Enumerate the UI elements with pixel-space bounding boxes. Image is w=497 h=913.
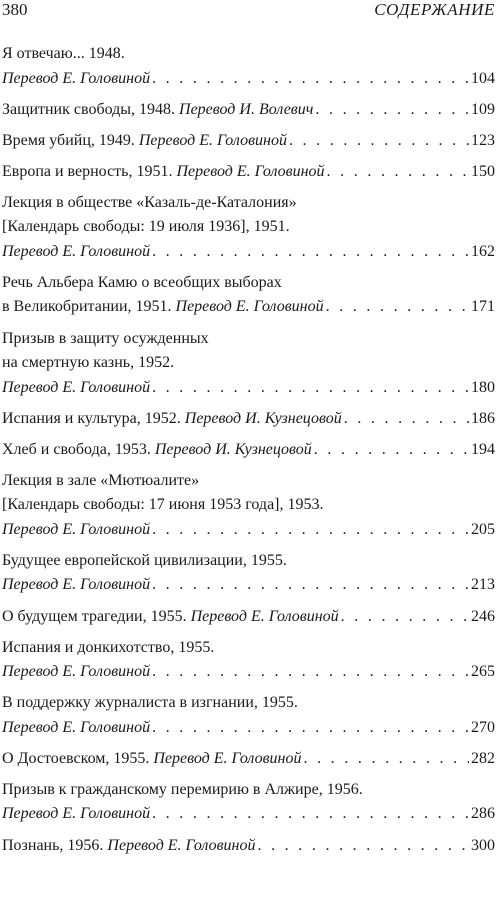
toc-entry-title-line: Испания и донкихотство, 1955. (2, 638, 215, 656)
translator-credit: Перевод Е. Головиной (2, 663, 151, 681)
toc-entry-text (2, 376, 150, 401)
toc-entry-title-tail: О Достоевском, 1955. (2, 749, 150, 767)
dot-leader (152, 240, 469, 265)
page-reference: 171 (471, 298, 495, 316)
page-reference: 186 (471, 409, 495, 427)
dot-leader (327, 160, 469, 185)
book-page (2, 0, 495, 854)
dot-leader (257, 834, 469, 859)
dot-leader (152, 660, 469, 685)
page-reference: 286 (471, 805, 495, 823)
toc-entry-title-line: Призыв в защиту осужденных (2, 329, 209, 347)
toc-entry-text (2, 802, 150, 827)
toc-entry-final-line (2, 660, 495, 685)
toc-entry-title-line: Призыв к гражданскому перемирию в Алжире, 1956. (2, 780, 363, 798)
page-reference: 300 (471, 836, 495, 854)
toc-entry-final-line (2, 376, 495, 401)
page-reference: 205 (471, 520, 495, 538)
toc-entry-final-line (2, 67, 495, 92)
toc-entry-final-line (2, 160, 495, 185)
toc-entry-text (2, 747, 301, 772)
page-reference: 213 (471, 576, 495, 594)
translator-credit: Перевод Е. Головиной (2, 805, 151, 823)
dot-leader (152, 573, 469, 598)
toc-entry (2, 469, 495, 543)
toc-entry-title-line: Я отвечаю... 1948. (2, 45, 125, 62)
toc-entry-final-line (2, 802, 495, 827)
toc-entry-text (2, 438, 312, 463)
page-reference: 123 (471, 131, 495, 149)
toc-entry-title-tail: Европа и верность, 1951. (2, 162, 173, 180)
translator-credit: Перевод Е. Головиной (2, 576, 151, 594)
dot-leader (303, 747, 469, 772)
dot-leader (152, 376, 469, 401)
toc-entry (2, 160, 495, 185)
toc-entry (2, 549, 495, 598)
translator-credit: Перевод Е. Головиной (107, 836, 256, 854)
toc-entry-text (2, 160, 325, 185)
translator-credit: Перевод И. Кузнецовой (184, 409, 342, 427)
dot-leader (289, 129, 469, 154)
translator-credit: Перевод Е. Головиной (138, 131, 287, 149)
toc-entry-final-line (2, 716, 495, 741)
translator-credit: Перевод Е. Головиной (2, 718, 151, 736)
dot-leader (152, 802, 469, 827)
dot-leader (152, 518, 469, 543)
toc-entry (2, 747, 495, 772)
toc-entry (2, 191, 495, 265)
translator-credit: Перевод Е. Головиной (190, 607, 339, 625)
toc-entry (2, 438, 495, 463)
toc-entry-title-line: [Календарь свободы: 17 июня 1953 года], 1953. (2, 496, 324, 514)
toc-entry-title-line: Речь Альбера Камю о всеобщих выборах (2, 273, 282, 291)
toc-entry-text (2, 98, 313, 123)
toc-entry-title-tail: Защитник свободы, 1948. (2, 100, 176, 118)
toc-entry-final-line (2, 747, 495, 772)
dot-leader (152, 716, 469, 741)
toc-entry-title-tail: Испания и культура, 1952. (2, 409, 181, 427)
page-reference: 194 (471, 440, 495, 458)
dot-leader (326, 295, 469, 320)
toc-entry (2, 691, 495, 740)
translator-credit: Перевод Е. Головиной (2, 69, 151, 87)
toc-entry (2, 42, 495, 91)
toc-entry-final-line (2, 605, 495, 630)
page-number: 380 (2, 0, 28, 19)
toc-entry-title-tail: О будущем трагедии, 1955. (2, 607, 187, 625)
dot-leader (315, 98, 469, 123)
toc-entry-text (2, 716, 150, 741)
toc-entry (2, 834, 495, 859)
translator-credit: Перевод И. Кузнецовой (154, 440, 312, 458)
toc-entry-title-tail: Познань, 1956. (2, 836, 104, 854)
toc-entry (2, 271, 495, 320)
toc-entry-final-line (2, 518, 495, 543)
toc-entry-final-line (2, 129, 495, 154)
page-reference: 270 (471, 718, 495, 736)
toc-entry-text (2, 518, 150, 543)
toc-entry-title-tail: в Великобритании, 1951. (2, 298, 172, 316)
translator-credit: Перевод Е. Головиной (2, 378, 151, 396)
toc-entry-final-line (2, 834, 495, 859)
translator-credit: Перевод Е. Головиной (176, 162, 325, 180)
page-reference: 162 (471, 242, 495, 260)
page-reference: 109 (471, 100, 495, 118)
dot-leader (314, 438, 469, 463)
translator-credit: Перевод Е. Головиной (175, 298, 324, 316)
toc-entry-text (2, 834, 255, 859)
toc-entry (2, 98, 495, 123)
toc-entry-final-line (2, 438, 495, 463)
toc-entry-title-line: на смертную казнь, 1952. (2, 354, 175, 372)
toc-entry-title-tail: Хлеб и свобода, 1953. (2, 440, 151, 458)
toc-entry-title-tail: Время убийц, 1949. (2, 131, 135, 149)
toc-entry-text (2, 573, 150, 598)
page-reference: 104 (471, 69, 495, 87)
toc-entry-text (2, 660, 150, 685)
toc-entry-title-line: Лекция в обществе «Казаль-де-Каталония» (2, 193, 297, 211)
toc-entry-final-line (2, 295, 495, 320)
translator-credit: Перевод Е. Головиной (2, 520, 151, 538)
page-reference: 180 (471, 378, 495, 396)
toc-entry-title-line: В поддержку журналиста в изгнании, 1955. (2, 694, 298, 712)
translator-credit: Перевод Е. Головиной (2, 242, 151, 260)
toc-entry (2, 636, 495, 685)
dot-leader (152, 67, 469, 92)
toc-entry-title-line: Будущее европейской цивилизации, 1955. (2, 551, 287, 569)
dot-leader (344, 407, 469, 432)
dot-leader (341, 605, 469, 630)
page-reference: 265 (471, 663, 495, 681)
section-title: СОДЕРЖАНИЕ (374, 0, 495, 19)
table-of-contents (2, 42, 495, 865)
toc-entry-text (2, 295, 324, 320)
toc-entry-final-line (2, 407, 495, 432)
toc-entry-text (2, 407, 342, 432)
toc-entry-final-line (2, 240, 495, 265)
toc-entry-title-line: Лекция в зале «Мютюалите» (2, 471, 200, 489)
toc-entry (2, 327, 495, 401)
running-head (2, 0, 495, 24)
toc-entry (2, 605, 495, 630)
translator-credit: Перевод Е. Головиной (153, 749, 302, 767)
toc-entry-text (2, 67, 150, 92)
toc-entry-text (2, 129, 287, 154)
toc-entry (2, 129, 495, 154)
toc-entry-final-line (2, 573, 495, 598)
page-reference: 150 (471, 162, 495, 180)
page-reference: 282 (471, 749, 495, 767)
translator-credit: Перевод И. Волевич (179, 100, 314, 118)
toc-entry-final-line (2, 98, 495, 123)
toc-entry (2, 778, 495, 827)
page-reference: 246 (471, 607, 495, 625)
toc-entry (2, 407, 495, 432)
toc-entry-text (2, 240, 150, 265)
toc-entry-title-line: [Календарь свободы: 19 июля 1936], 1951. (2, 218, 290, 236)
toc-entry-text (2, 605, 339, 630)
